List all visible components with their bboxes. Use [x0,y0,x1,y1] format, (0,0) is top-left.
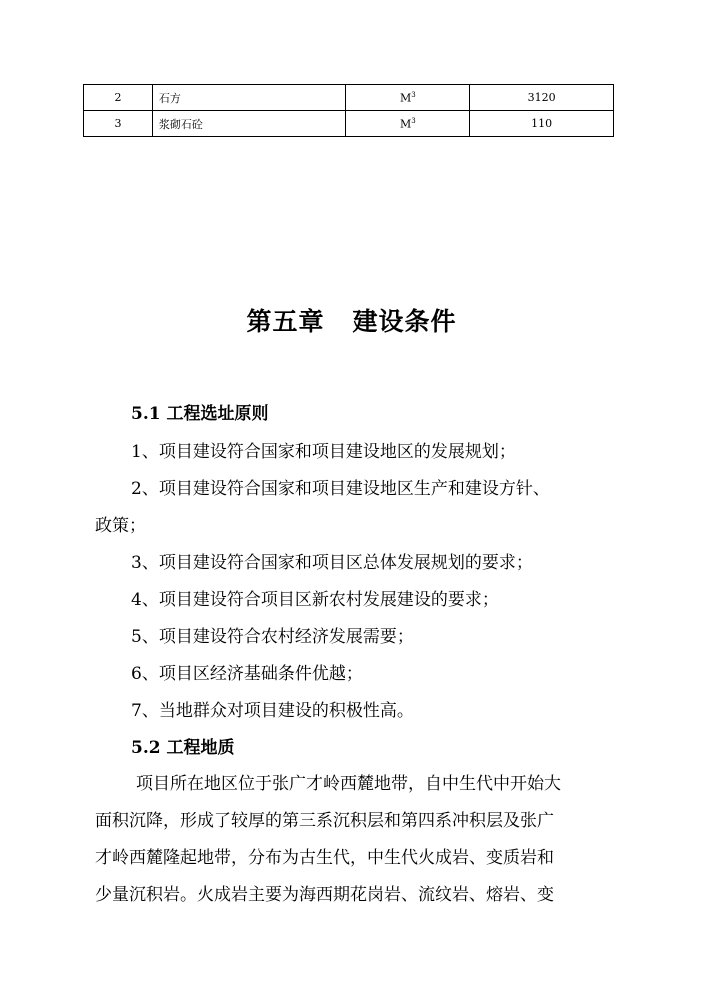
list-item: 5、项目建设符合农村经济发展需要； [131,627,414,647]
item-name: 石方 [152,85,346,111]
list-item: 6、项目区经济基础条件优越； [131,664,363,684]
list-item: 4、项目建设符合项目区新农村发展建设的要求； [131,590,499,610]
unit-exponent: 3 [411,116,416,125]
chapter-title [0,302,703,338]
item-unit [346,85,470,111]
table-row [84,85,614,111]
item-quantity: 3120 [470,85,614,111]
list-item: 2、项目建设符合国家和项目建设地区生产和建设方针、 [131,479,550,499]
list-item: 3、项目建设符合国家和项目区总体发展规划的要求； [131,553,533,573]
chapter-name: 建设条件 [352,307,457,336]
paragraph-line: 才岭西麓隆起地带，分布为古生代，中生代火成岩、变质岩和 [95,848,554,868]
paragraph-line: 项目所在地区位于张广才岭西麓地带，自中生代中开始大 [136,774,561,794]
paragraph-line: 少量沉积岩。火成岩主要为海西期花岗岩、流纹岩、熔岩、变 [95,885,554,905]
unit-text: M [399,91,412,105]
row-number: 3 [84,111,153,137]
section-heading-5-1: 5.1 工程选址原则 [131,404,269,424]
list-item: 1、项目建设符合国家和项目建设地区的发展规划； [131,442,516,462]
row-number: 2 [84,85,153,111]
unit-text: M [399,117,412,131]
quantity-table [83,84,614,137]
item-quantity: 110 [470,111,614,137]
list-item-continuation: 政策； [95,516,146,536]
paragraph-line: 面积沉降，形成了较厚的第三系沉积层和第四系冲积层及张广 [95,811,554,831]
table-row [84,111,614,137]
unit-exponent: 3 [411,90,416,99]
item-unit [346,111,470,137]
list-item: 7、当地群众对项目建设的积极性高。 [131,701,414,721]
item-name: 浆砌石砼 [152,111,346,137]
chapter-number: 第五章 [246,307,325,336]
section-heading-5-2: 5.2 工程地质 [131,738,235,758]
